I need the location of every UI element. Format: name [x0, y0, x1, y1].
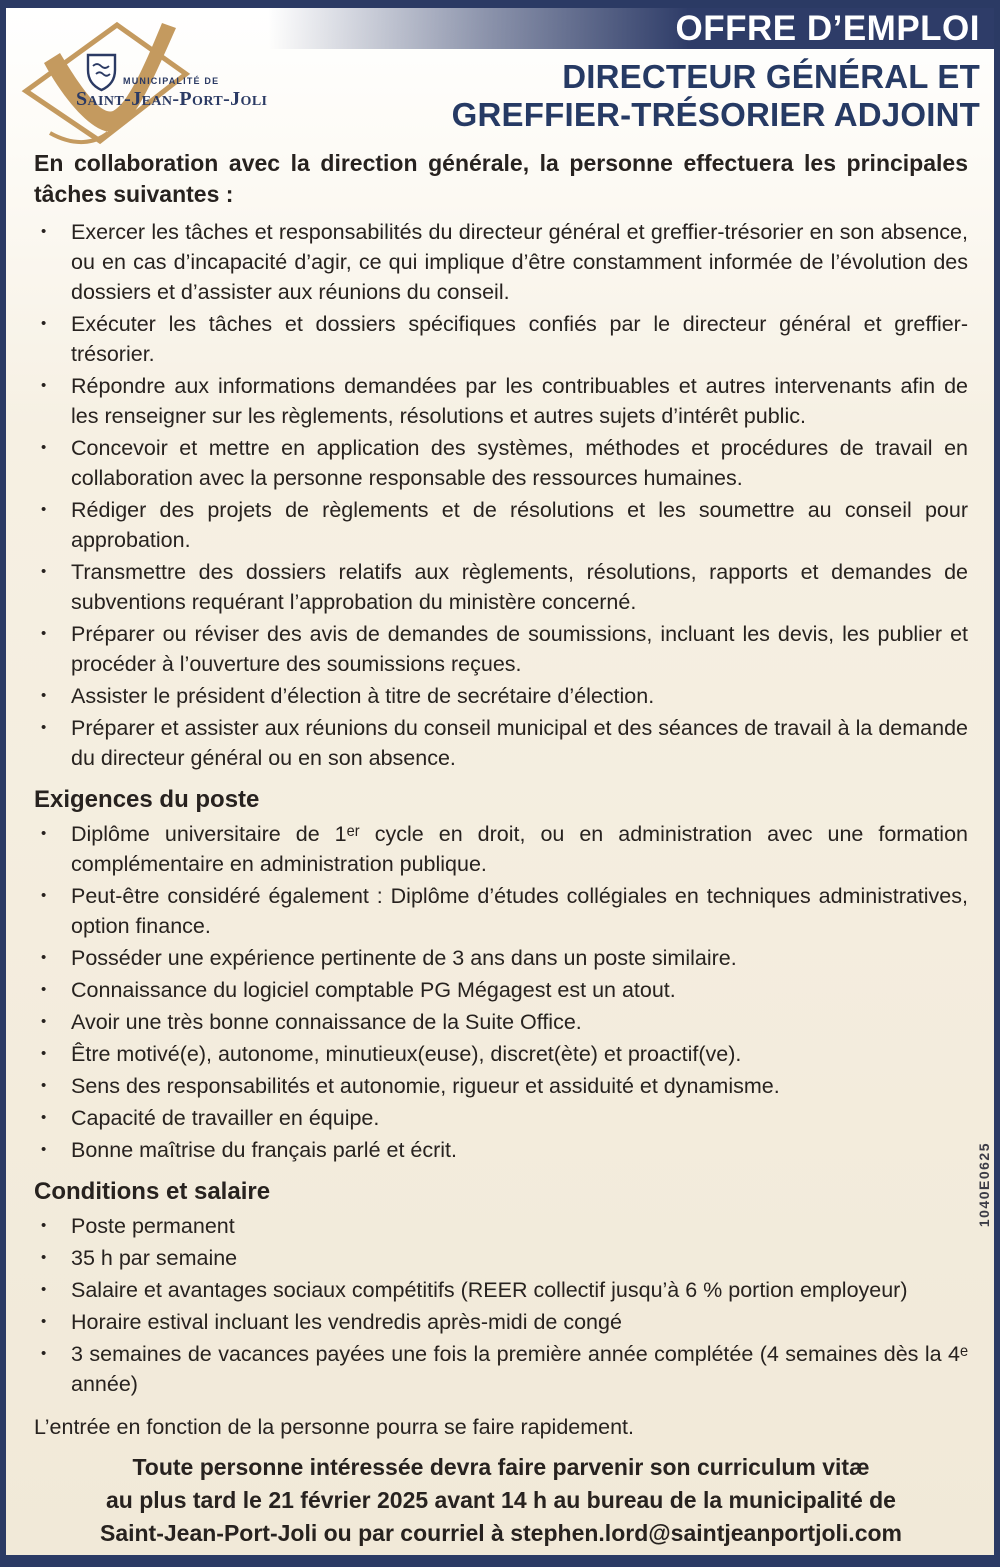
bullet-dot-icon: • [41, 501, 47, 518]
bullet-dot-icon: • [41, 1109, 47, 1126]
condition-text: 35 h par semaine [71, 1246, 238, 1270]
task-text: Assister le président d’élection à titre de secrétaire d’élection. [71, 684, 655, 708]
intro-paragraph: En collaboration avec la direction générale, la personne effectuera les principales tâches suivantes : [34, 150, 968, 207]
bullet-dot-icon: • [41, 1141, 47, 1158]
task-text: Exercer les tâches et responsabilités du directeur général et greffier-trésorier en son absence, ou en cas d’incapacité d’agir, ce qui implique d’être constamment informée de l’évolution des dossiers et d’assister aux réunions du conseil. [71, 220, 968, 304]
bullet-dot-icon: • [41, 1013, 47, 1030]
job-title-line2: GREFFIER-TRÉSORIER ADJOINT [451, 96, 980, 133]
bullet-dot-icon: • [41, 1077, 47, 1094]
task-text: Répondre aux informations demandées par les contribuables et autres intervenants afin de les renseigner sur les règlements, résolutions et autres sujets d’intérêt public. [71, 374, 968, 428]
condition-text: Horaire estival incluant les vendredis après-midi de congé [71, 1310, 622, 1334]
banner-title: OFFRE D’EMPLOI [675, 9, 980, 48]
bullet-dot-icon: • [41, 825, 47, 842]
list-item [34, 1339, 968, 1399]
list-item [34, 557, 968, 617]
closing-note: L’entrée en fonction de la personne pourra se faire rapidement. [34, 1415, 635, 1439]
job-title [452, 58, 980, 134]
task-text: Préparer ou réviser des avis de demandes de soumissions, incluant les devis, les publier et procéder à l’ouverture des soumissions reçues. [71, 622, 968, 676]
requirements-heading: Exigences du poste [34, 786, 260, 813]
requirement-text: Diplôme universitaire de 1ᵉʳ cycle en droit, ou en administration avec une formation complémentaire en administration publique. [71, 822, 968, 876]
condition-text: Poste permanent [71, 1214, 235, 1238]
bullet-dot-icon: • [41, 1217, 47, 1234]
logo-org-name: Saint-Jean-Port-Joli [76, 88, 268, 110]
conditions-heading: Conditions et salaire [34, 1178, 271, 1205]
task-text: Transmettre des dossiers relatifs aux règlements, résolutions, rapports et demandes de subventions requérant l’approbation du ministère concerné. [71, 560, 968, 614]
requirement-text: Posséder une expérience pertinente de 3 ans dans un poste similaire. [71, 946, 737, 970]
list-item [34, 1071, 968, 1101]
job-title-line1: DIRECTEUR GÉNÉRAL ET [562, 58, 980, 95]
list-item [34, 1007, 968, 1037]
condition-text: Salaire et avantages sociaux compétitifs (REER collectif jusqu’à 6 % portion employeur) [71, 1278, 908, 1302]
logo-org-prefix: MUNICIPALITÉ DE [123, 76, 220, 86]
list-item [34, 1103, 968, 1133]
task-text: Rédiger des projets de règlements et de résolutions et les soumettre au conseil pour approbation. [71, 498, 968, 552]
bullet-dot-icon: • [41, 887, 47, 904]
list-item [34, 1135, 968, 1165]
list-item [34, 1243, 968, 1273]
list-item [34, 433, 968, 493]
requirements-list [34, 819, 968, 1165]
task-text: Concevoir et mettre en application des systèmes, méthodes et procédures de travail en collaboration avec la personne responsable des ressources humaines. [71, 436, 968, 490]
bullet-dot-icon: • [41, 439, 47, 456]
requirement-text: Sens des responsabilités et autonomie, rigueur et assiduité et dynamisme. [71, 1074, 780, 1098]
cta-line: Saint-Jean-Port-Joli ou par courriel à stephen.lord@saintjeanportjoli.com [99, 1520, 902, 1546]
cta-line: au plus tard le 21 février 2025 avant 14 h au bureau de la municipalité de [106, 1487, 896, 1513]
bullet-dot-icon: • [41, 1281, 47, 1298]
bullet-dot-icon: • [41, 563, 47, 580]
requirement-text: Capacité de travailler en équipe. [71, 1106, 380, 1130]
requirement-text: Avoir une très bonne connaissance de la Suite Office. [71, 1010, 582, 1034]
list-item [34, 371, 968, 431]
list-item [34, 881, 968, 941]
bullet-dot-icon: • [41, 1345, 47, 1362]
bullet-dot-icon: • [41, 223, 47, 240]
bullet-dot-icon: • [41, 1313, 47, 1330]
list-item [34, 309, 968, 369]
bullet-dot-icon: • [41, 981, 47, 998]
ad-body [6, 148, 994, 1555]
list-item [34, 819, 968, 879]
bullet-dot-icon: • [41, 1045, 47, 1062]
task-text: Exécuter les tâches et dossiers spécifiques confiés par le directeur général et greffier-trésorier. [71, 312, 968, 366]
list-item [34, 619, 968, 679]
bullet-dot-icon: • [41, 719, 47, 736]
requirement-text: Peut-être considéré également : Diplôme d’études collégiales en techniques administratives, option finance. [71, 884, 968, 938]
bullet-dot-icon: • [41, 949, 47, 966]
list-item [34, 713, 968, 773]
requirement-text: Connaissance du logiciel comptable PG Mégagest est un atout. [71, 978, 676, 1002]
requirement-text: Être motivé(e), autonome, minutieux(euse), discret(ète) et proactif(ve). [71, 1042, 742, 1066]
bullet-dot-icon: • [41, 625, 47, 642]
list-item [34, 1275, 968, 1305]
bullet-dot-icon: • [41, 1249, 47, 1266]
bullet-dot-icon: • [41, 377, 47, 394]
cta-line: Toute personne intéressée devra faire parvenir son curriculum vitæ [132, 1454, 870, 1480]
municipality-logo [20, 14, 320, 146]
list-item [34, 1307, 968, 1337]
logo-shield-icon [88, 55, 115, 90]
conditions-list [34, 1211, 968, 1399]
list-item [34, 217, 968, 307]
list-item [34, 681, 968, 711]
list-item [34, 495, 968, 555]
list-item [34, 943, 968, 973]
bullet-dot-icon: • [41, 687, 47, 704]
condition-text: 3 semaines de vacances payées une fois la première année complétée (4 semaines dès la 4ᵉ année) [71, 1342, 968, 1396]
ad-code: 1040E0625 [976, 1142, 992, 1228]
requirement-text: Bonne maîtrise du français parlé et écrit. [71, 1138, 457, 1162]
list-item [34, 975, 968, 1005]
bullet-dot-icon: • [41, 315, 47, 332]
task-text: Préparer et assister aux réunions du conseil municipal et des séances de travail à la demande du directeur général ou en son absence. [71, 716, 968, 770]
offer-banner [268, 8, 994, 49]
application-instructions [34, 1451, 968, 1550]
list-item [34, 1211, 968, 1241]
tasks-list [34, 217, 968, 773]
list-item [34, 1039, 968, 1069]
